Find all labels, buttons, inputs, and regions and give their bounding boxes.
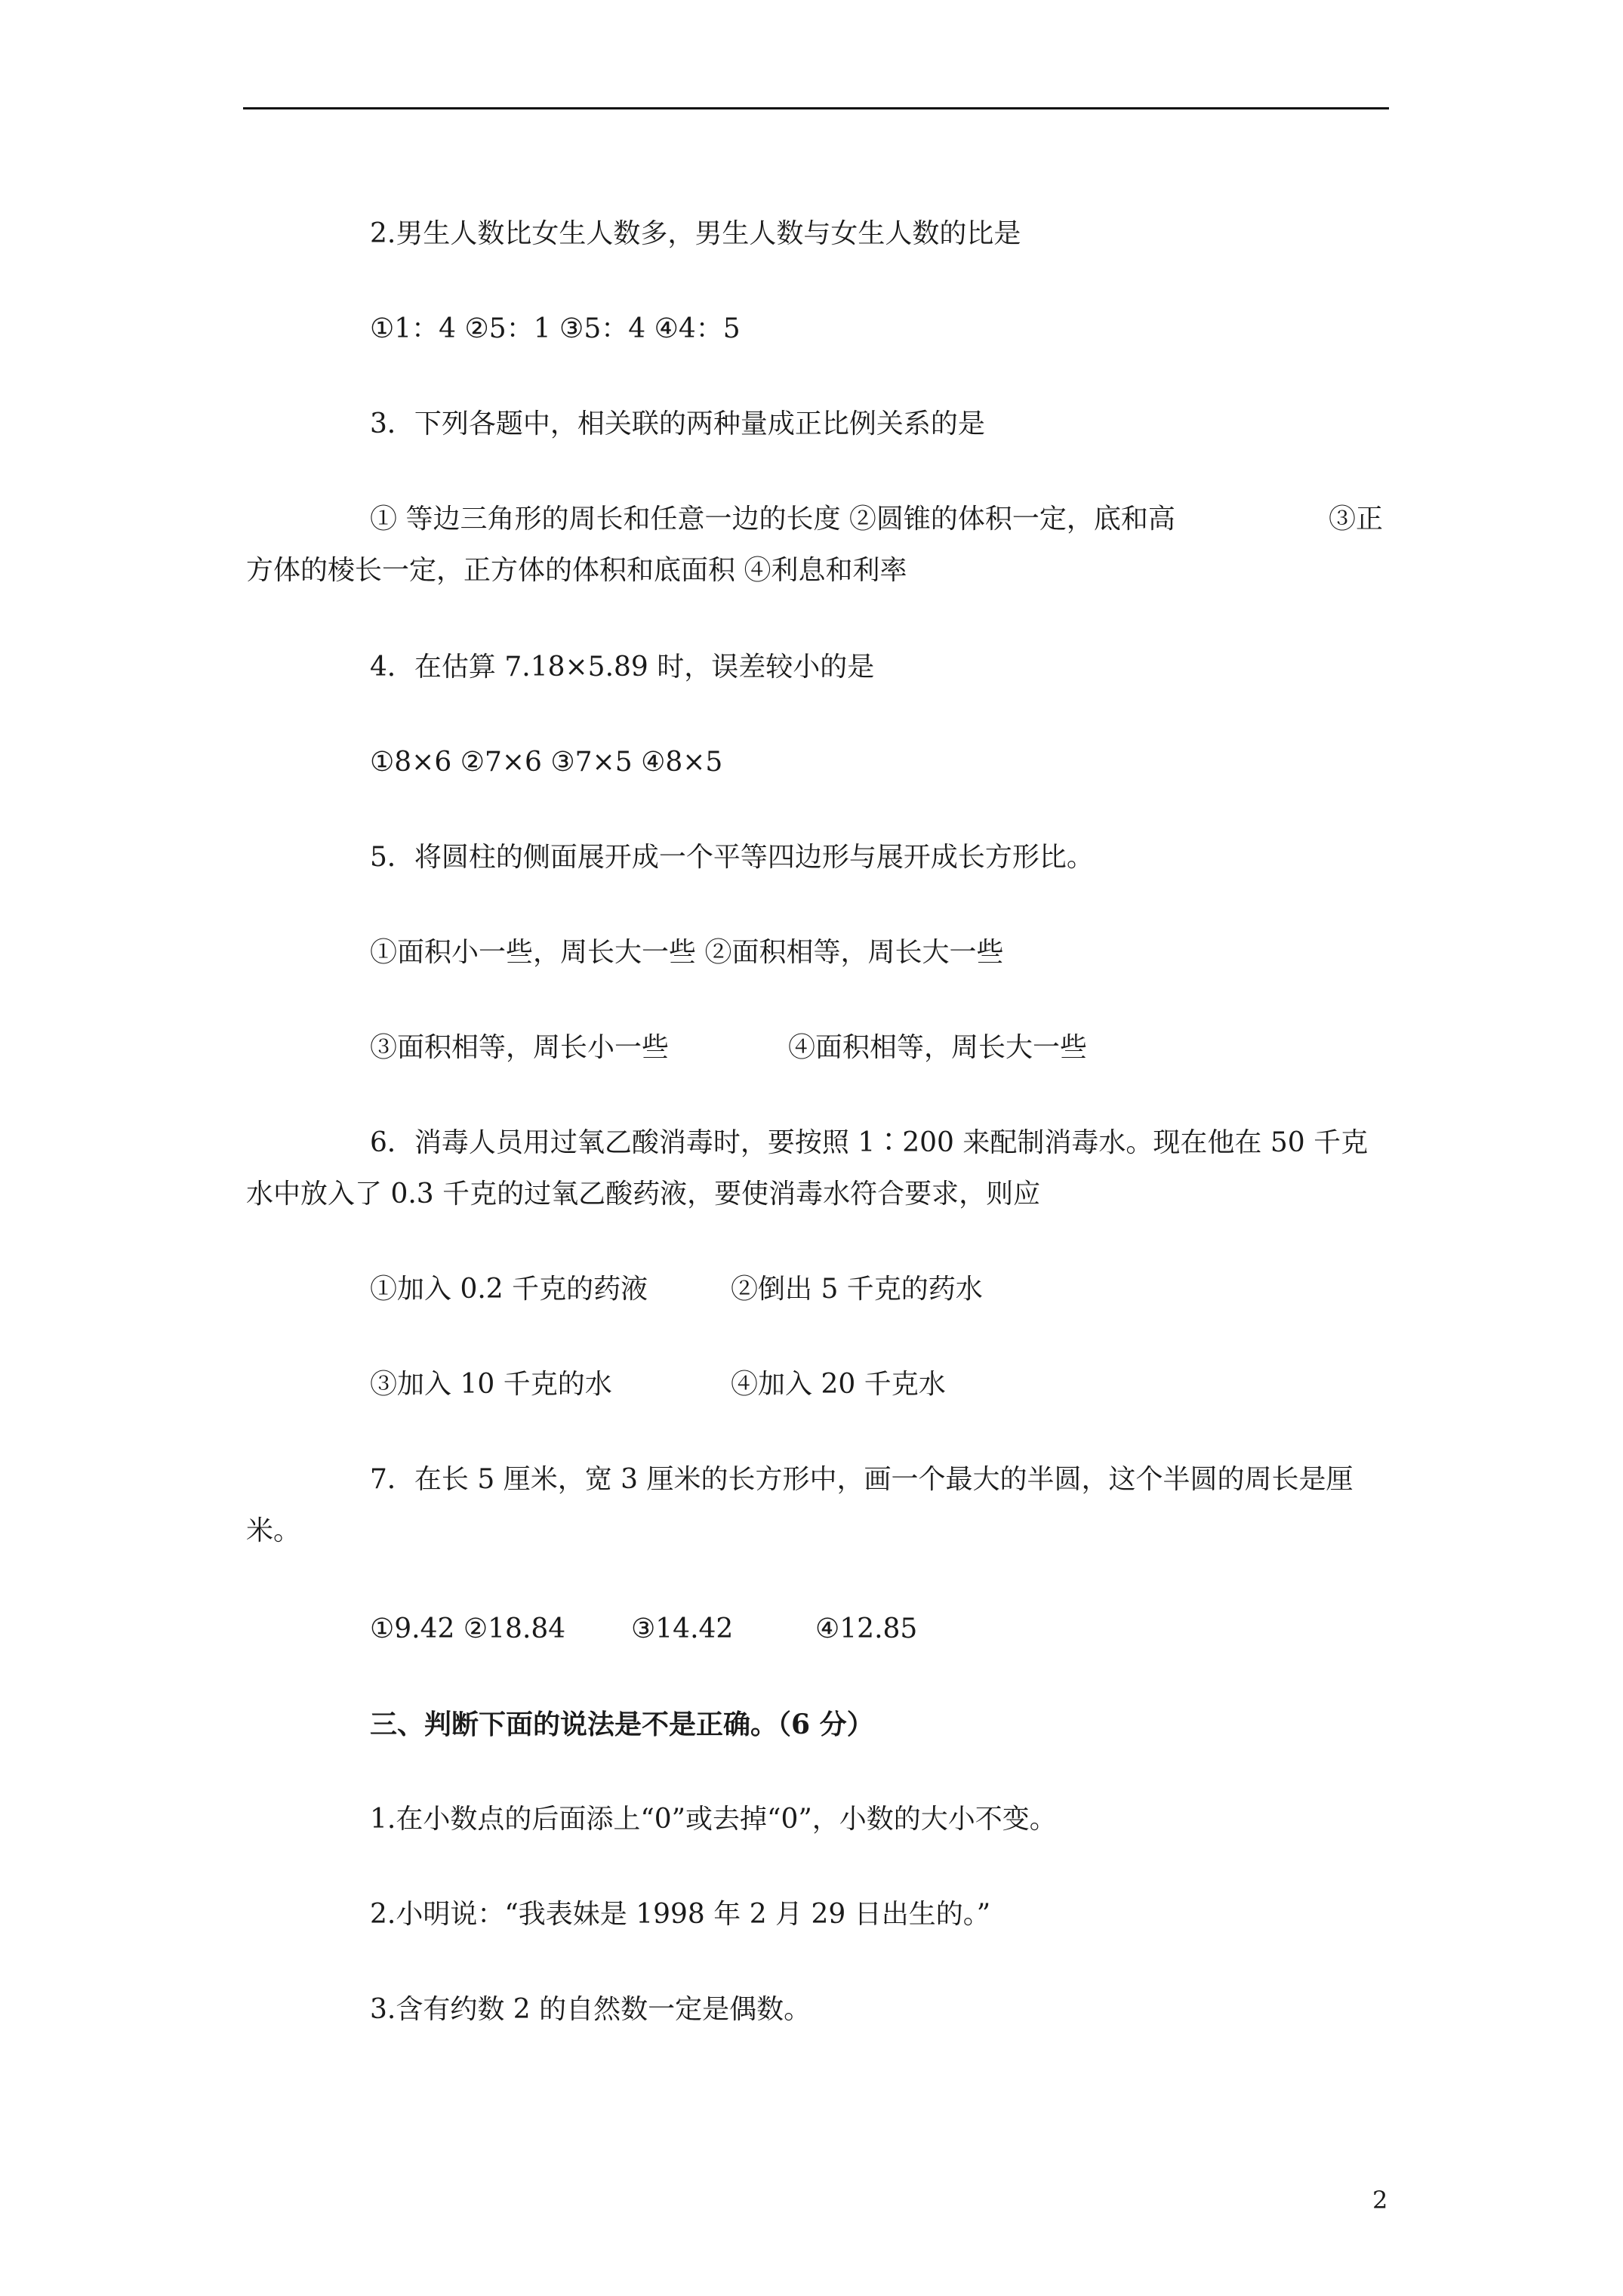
q3-options-line2: 方体的棱长一定，正方体的体积和底面积 ④利息和利率 xyxy=(246,555,907,586)
header-rule xyxy=(243,107,1389,109)
q2-options: ①1：4 ②5：1 ③5：4 ④4：5 xyxy=(370,313,741,344)
q3-option-3-start: ③正 xyxy=(1329,504,1384,535)
q6-option-3: ③加入 10 千克的水 xyxy=(370,1369,612,1400)
q7-option-3: ③14.42 xyxy=(631,1613,734,1644)
q6-stem-line2: 水中放入了 0.3 千克的过氧乙酸药液，要使消毒水符合要求，则应 xyxy=(246,1179,1041,1210)
q7-option-4: ④12.85 xyxy=(815,1613,918,1644)
q6-option-4: ④加入 20 千克水 xyxy=(731,1369,946,1400)
q2-stem: 2.男生人数比女生人数多，男生人数与女生人数的比是 xyxy=(370,218,1021,249)
q7-stem-line2: 米。 xyxy=(246,1515,301,1546)
q4-options: ①8×6 ②7×6 ③7×5 ④8×5 xyxy=(370,747,723,778)
q3-options-line1: ① 等边三角形的周长和任意一边的长度 ②圆锥的体积一定，底和高 xyxy=(370,504,1175,535)
q5-option-4: ④面积相等，周长大一些 xyxy=(788,1032,1088,1063)
q7-options-1-2: ①9.42 ②18.84 xyxy=(370,1613,566,1644)
q3-stem: 3．下列各题中，相关联的两种量成正比例关系的是 xyxy=(370,408,985,439)
q6-stem-line1: 6．消毒人员用过氧乙酸消毒时，要按照 1∶200 来配制消毒水。现在他在 50 千克 xyxy=(370,1127,1369,1158)
q5-options-row1: ①面积小一些，周长大一些 ②面积相等，周长大一些 xyxy=(370,937,1004,968)
judgement-item-2: 2.小明说：“我表妹是 1998 年 2 月 29 日出生的。” xyxy=(370,1899,991,1930)
q5-option-3: ③面积相等，周长小一些 xyxy=(370,1032,670,1063)
section-3-heading: 三、判断下面的说法是不是正确。（6 分） xyxy=(370,1709,874,1740)
q7-stem-line1: 7．在长 5 厘米，宽 3 厘米的长方形中，画一个最大的半圆，这个半圆的周长是厘 xyxy=(370,1464,1354,1495)
q6-option-1: ①加入 0.2 千克的药液 xyxy=(370,1274,648,1305)
q6-option-2: ②倒出 5 千克的药水 xyxy=(731,1274,983,1305)
judgement-item-3: 3.含有约数 2 的自然数一定是偶数。 xyxy=(370,1994,812,2025)
page-number: 2 xyxy=(1372,2186,1388,2214)
judgement-item-1: 1.在小数点的后面添上“0”或去掉“0”，小数的大小不变。 xyxy=(370,1804,1057,1835)
q4-stem: 4．在估算 7.18×5.89 时，误差较小的是 xyxy=(370,652,875,683)
q5-stem: 5．将圆柱的侧面展开成一个平等四边形与展开成长方形比。 xyxy=(370,842,1094,873)
